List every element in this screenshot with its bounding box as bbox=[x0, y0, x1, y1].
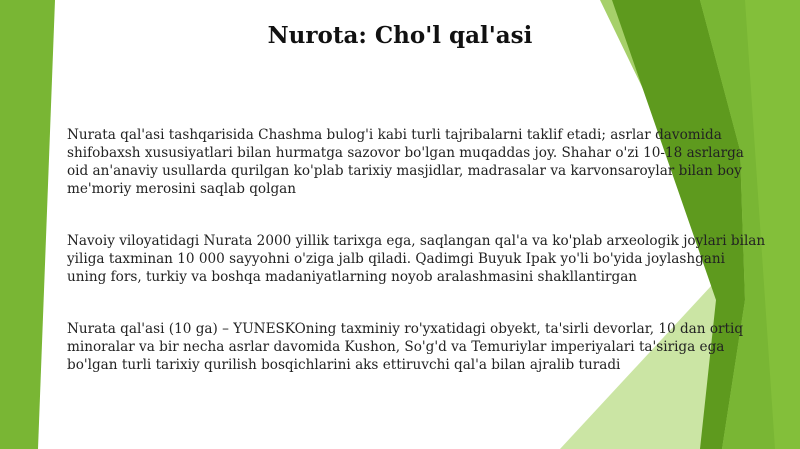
paragraph-1: Nurata qal'asi tashqarisida Chashma bulog'i kabi turli tajribalarni taklif etadi; asrlar davomida shifobaxsh xususiyatlari bilan hurmatga sazovor bo'lgan muqaddas joy. Shahar o'zi 10-18 asrlarga oid an'anaviy usullarda qurilgan ko'plab tarixiy masjidlar, madrasalar va karvonsaroylar bilan boy me'moriy merosini saqlab qolgan bbox=[67, 127, 744, 197]
left-green-band bbox=[0, 0, 55, 449]
paragraph-3: Nurata qal'asi (10 ga) – YUNESKOning taxminiy ro'yxatidagi obyekt, ta'sirli devorlar, 10 dan ortiq minoralar va bir necha asrlar davomida Kushon, So'g'd va Temuriylar imperiyalari ta'siriga ega bo'lgan turli tarixiy qurilish bosqichlarini aks ettiruvchi qal'a bilan ajralib turadi bbox=[67, 321, 744, 373]
slide-title: Nurota: Cho'l qal'asi bbox=[267, 22, 533, 49]
paragraph-2: Navoiy viloyatidagi Nurata 2000 yillik tarixga ega, saqlangan qal'a va ko'plab arxeologik joylari bilan yiliga taxminan 10 000 sayyohni o'ziga jalb qiladi. Qadimgi Buyuk Ipak yo'li bo'yida joylashgani uning fors, turkiy va boshqa madaniyatlarning noyob aralashmasini shakllantirgan bbox=[67, 233, 766, 285]
slide-body bbox=[67, 126, 767, 374]
